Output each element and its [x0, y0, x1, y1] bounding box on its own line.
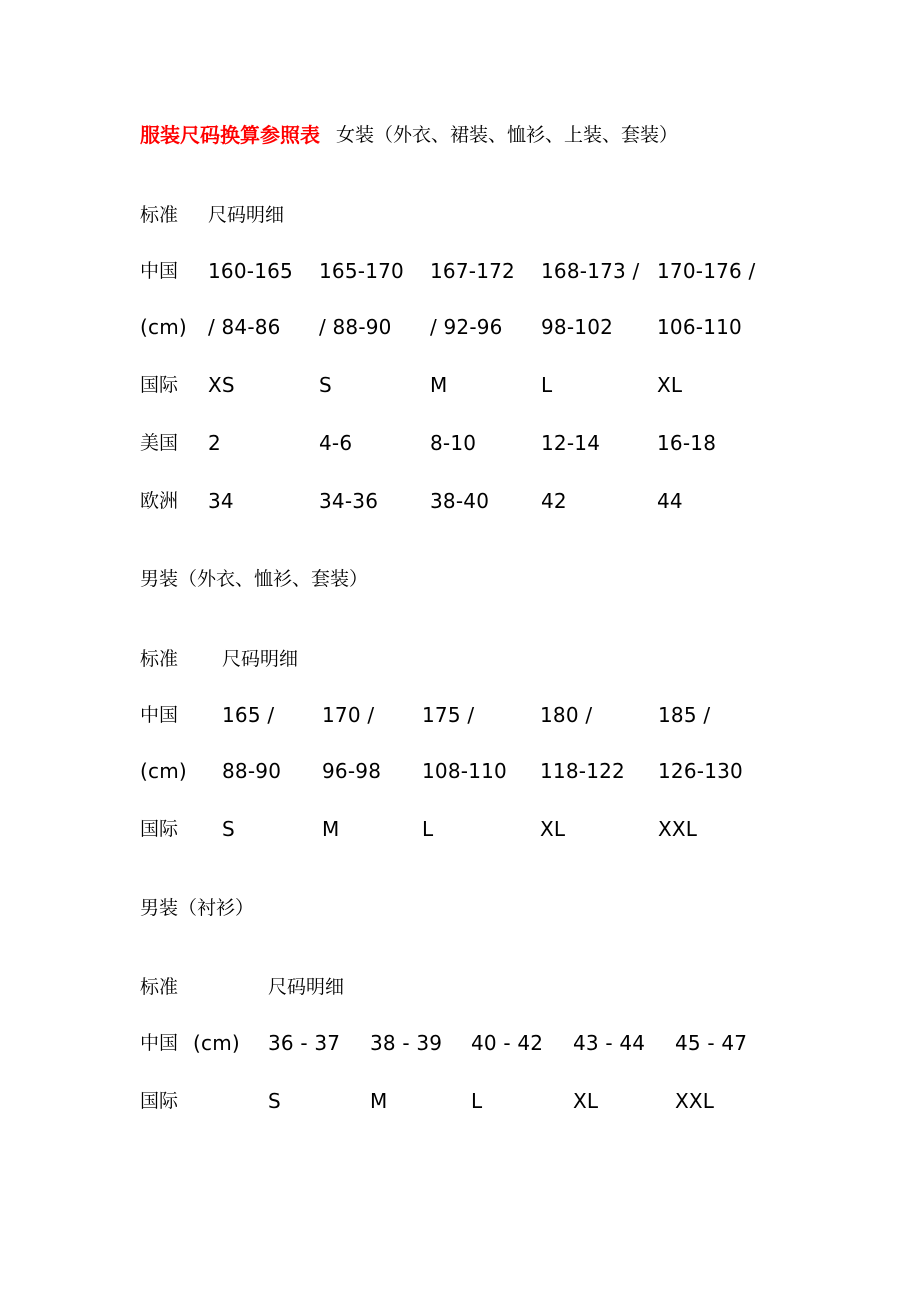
- table-cell: / 84-86: [208, 315, 281, 339]
- row-label: 欧洲: [140, 490, 179, 512]
- column-header: 尺码明细: [268, 976, 345, 998]
- men-header-row: [0, 644, 920, 674]
- men-cm-row: [0, 756, 920, 786]
- table-cell: XXL: [675, 1089, 715, 1113]
- table-cell: 38 - 39: [370, 1031, 443, 1055]
- row-unit: (cm): [193, 1031, 240, 1055]
- row-label: 标准: [140, 648, 179, 670]
- row-label: (cm): [140, 315, 187, 339]
- shirts-intl-row: [0, 1086, 920, 1116]
- table-cell: 88-90: [222, 759, 282, 783]
- table-cell: 4-6: [319, 431, 353, 455]
- table-cell: 165-170: [319, 259, 404, 283]
- table-cell: 44: [657, 489, 683, 513]
- table-cell: 38-40: [430, 489, 490, 513]
- table-cell: S: [319, 373, 332, 397]
- table-cell: 8-10: [430, 431, 477, 455]
- title-red-part: 服装尺码换算参照表: [140, 123, 320, 147]
- table-cell: M: [370, 1089, 388, 1113]
- men-china-row: [0, 700, 920, 730]
- women-intl-row: [0, 370, 920, 400]
- table-cell: S: [222, 817, 235, 841]
- women-eu-row: [0, 486, 920, 516]
- women-china-row: [0, 256, 920, 286]
- table-cell: 36 - 37: [268, 1031, 341, 1055]
- table-cell: 16-18: [657, 431, 717, 455]
- document-title: [0, 120, 920, 150]
- shirts-header-row: [0, 972, 920, 1002]
- table-cell: 98-102: [541, 315, 614, 339]
- table-cell: 168-173 /: [541, 259, 640, 283]
- row-label: 标准: [140, 204, 179, 226]
- table-cell: 106-110: [657, 315, 742, 339]
- table-cell: L: [541, 373, 553, 397]
- row-label: 中国: [140, 704, 179, 726]
- table-cell: 170-176 /: [657, 259, 756, 283]
- table-cell: 2: [208, 431, 221, 455]
- women-header-row: [0, 200, 920, 230]
- section-title: 男装（外衣、恤衫、套装）: [140, 568, 369, 590]
- table-cell: L: [422, 817, 434, 841]
- table-cell: 34-36: [319, 489, 379, 513]
- table-cell: 185 /: [658, 703, 711, 727]
- table-cell: 126-130: [658, 759, 743, 783]
- row-label: (cm): [140, 759, 187, 783]
- table-cell: XL: [657, 373, 683, 397]
- table-cell: 170 /: [322, 703, 375, 727]
- men-section-title: [0, 564, 920, 594]
- section-title: 男装（衬衫）: [140, 897, 255, 919]
- men-intl-row: [0, 814, 920, 844]
- row-label: 国际: [140, 374, 179, 396]
- table-cell: XL: [540, 817, 566, 841]
- table-cell: 43 - 44: [573, 1031, 646, 1055]
- table-cell: L: [471, 1089, 483, 1113]
- column-header: 尺码明细: [222, 648, 299, 670]
- table-cell: 34: [208, 489, 234, 513]
- table-cell: 45 - 47: [675, 1031, 748, 1055]
- column-header: 尺码明细: [208, 204, 285, 226]
- table-cell: 42: [541, 489, 567, 513]
- table-cell: M: [322, 817, 340, 841]
- table-cell: S: [268, 1089, 281, 1113]
- row-label: 中国: [140, 1032, 179, 1054]
- row-label: 标准: [140, 976, 179, 998]
- row-label: 国际: [140, 1090, 179, 1112]
- row-label: 中国: [140, 260, 179, 282]
- table-cell: / 92-96: [430, 315, 503, 339]
- table-cell: 12-14: [541, 431, 601, 455]
- shirts-section-title: [0, 893, 920, 923]
- table-cell: 108-110: [422, 759, 507, 783]
- row-label: 国际: [140, 818, 179, 840]
- table-cell: 160-165: [208, 259, 293, 283]
- table-cell: 118-122: [540, 759, 625, 783]
- table-cell: M: [430, 373, 448, 397]
- table-cell: 175 /: [422, 703, 475, 727]
- table-cell: 180 /: [540, 703, 593, 727]
- table-cell: 96-98: [322, 759, 382, 783]
- table-cell: 165 /: [222, 703, 275, 727]
- table-cell: XS: [208, 373, 235, 397]
- table-cell: XL: [573, 1089, 599, 1113]
- row-label: 美国: [140, 432, 179, 454]
- table-cell: 40 - 42: [471, 1031, 544, 1055]
- table-cell: XXL: [658, 817, 698, 841]
- women-cm-row: [0, 312, 920, 342]
- shirts-china-row: [0, 1028, 920, 1058]
- table-cell: 167-172: [430, 259, 515, 283]
- table-cell: / 88-90: [319, 315, 392, 339]
- title-women-category: 女装（外衣、裙装、恤衫、上装、套装）: [336, 124, 679, 146]
- women-us-row: [0, 428, 920, 458]
